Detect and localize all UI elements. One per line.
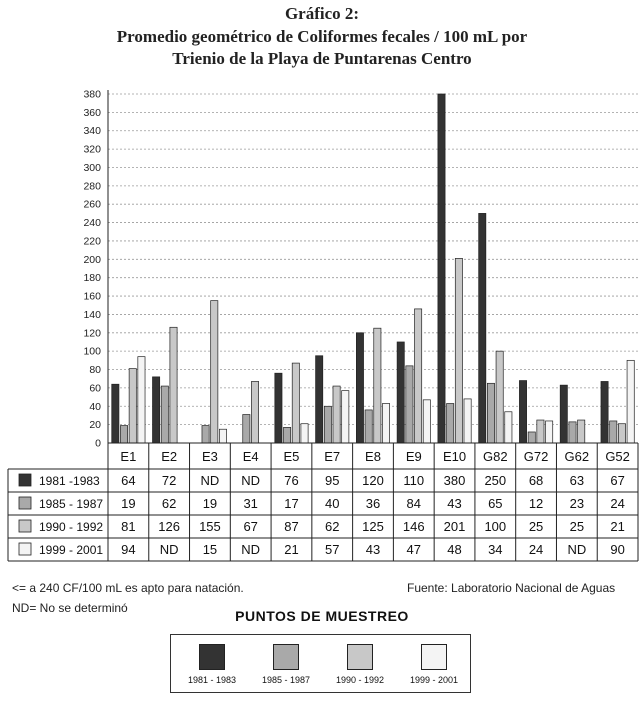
y-tick-label: 120 xyxy=(83,327,101,340)
note-swim-threshold: <= a 240 CF/100 mL es apto para natación. xyxy=(12,581,244,595)
x-category-label: E4 xyxy=(242,449,259,464)
x-category-label: G62 xyxy=(564,449,590,464)
bar-E7-1999-2001 xyxy=(342,391,349,443)
table-cell: 146 xyxy=(402,519,425,534)
table-cell: 62 xyxy=(324,519,340,534)
bar-G72-1999-2001 xyxy=(546,421,553,443)
table-series-swatch xyxy=(19,497,31,509)
table-series-label: 1990 - 1992 xyxy=(39,520,104,534)
x-category-label: G82 xyxy=(483,449,508,464)
table-cell: 100 xyxy=(484,519,507,534)
x-category-label: E5 xyxy=(283,449,300,464)
bar-E5-1985-1987 xyxy=(284,427,291,443)
bar-E7-1985-1987 xyxy=(324,406,331,443)
y-tick-label: 380 xyxy=(83,88,101,101)
table-cell: ND xyxy=(567,542,587,557)
chart-title-line-2: Promedio geométrico de Coliformes fecales / 100 mL por xyxy=(116,27,528,46)
bar-G62-1990-1992 xyxy=(578,420,585,443)
bar-E7-1990-1992 xyxy=(333,386,340,443)
bar-G52-1990-1992 xyxy=(618,424,625,443)
table-cell: 94 xyxy=(121,542,136,557)
bar-E1-1985-1987 xyxy=(120,426,127,443)
bar-G72-1981-1983 xyxy=(519,381,526,443)
chart-title-line-1: Gráfico 2: xyxy=(284,4,360,23)
table-cell: 19 xyxy=(121,496,136,511)
table-series-label: 1999 - 2001 xyxy=(39,543,104,557)
legend-item-1985-1987 xyxy=(251,644,321,685)
table-series-label: 1981 -1983 xyxy=(39,474,100,488)
legend-item-1990-1992 xyxy=(325,644,395,685)
y-tick-label: 60 xyxy=(89,382,101,395)
table-cell: ND xyxy=(159,542,179,557)
y-tick-label: 260 xyxy=(83,198,101,211)
y-tick-label: 100 xyxy=(83,345,101,358)
bar-E5-1981-1983 xyxy=(275,373,282,443)
bar-G52-1985-1987 xyxy=(610,421,617,443)
bar-E3-1999-2001 xyxy=(219,429,226,443)
y-tick-label: 140 xyxy=(83,308,101,321)
legend xyxy=(170,634,471,693)
chart-title-line-3: Trienio de la Playa de Puntarenas Centro xyxy=(172,49,472,68)
table-cell: 17 xyxy=(284,496,299,511)
legend-swatch xyxy=(273,644,299,670)
table-cell: 43 xyxy=(365,542,381,557)
table-series-swatch xyxy=(19,520,31,532)
bar-G62-1981-1983 xyxy=(560,385,567,443)
table-cell: 62 xyxy=(161,496,177,511)
bar-E10-1981-1983 xyxy=(438,94,445,443)
bar-E1-1990-1992 xyxy=(129,369,136,443)
y-tick-label: 280 xyxy=(83,180,101,193)
y-tick-label: 40 xyxy=(89,400,101,413)
table-cell: 90 xyxy=(610,542,625,557)
table-cell: 40 xyxy=(324,496,340,511)
table-cell: 125 xyxy=(362,519,384,534)
table-cell: 84 xyxy=(406,496,422,511)
y-tick-label: 180 xyxy=(83,272,101,285)
x-category-label: G72 xyxy=(523,449,549,464)
bar-E4-1985-1987 xyxy=(243,415,250,443)
bar-E9-1985-1987 xyxy=(406,366,413,443)
table-cell: 15 xyxy=(202,542,218,557)
y-tick-label: 240 xyxy=(83,217,101,230)
table-cell: 31 xyxy=(243,496,258,511)
legend-item-1999-2001 xyxy=(399,644,469,685)
bar-E2-1981-1983 xyxy=(153,377,160,443)
table-cell: 72 xyxy=(161,473,177,488)
bar-E8-1981-1983 xyxy=(356,333,363,443)
bar-E3-1985-1987 xyxy=(202,426,209,443)
table-cell: ND xyxy=(241,542,261,557)
bar-E9-1990-1992 xyxy=(415,309,422,443)
table-cell: 68 xyxy=(528,473,544,488)
x-category-label: E1 xyxy=(120,449,137,464)
note-nd-meaning: ND= No se determinó xyxy=(12,601,128,615)
y-tick-label: 20 xyxy=(89,419,101,432)
table-cell: ND xyxy=(200,473,220,488)
table-cell: 24 xyxy=(528,542,544,557)
table-cell: 24 xyxy=(610,496,625,511)
x-category-label: E10 xyxy=(442,449,467,464)
bar-E9-1981-1983 xyxy=(397,342,404,443)
table-cell: 23 xyxy=(569,496,585,511)
table-cell: 47 xyxy=(406,542,422,557)
table-cell: 57 xyxy=(324,542,340,557)
table-cell: ND xyxy=(241,473,261,488)
table-cell: 67 xyxy=(610,473,625,488)
table-cell: 110 xyxy=(403,473,425,488)
bar-E5-1990-1992 xyxy=(292,363,299,443)
y-tick-label: 200 xyxy=(83,253,101,266)
y-tick-label: 360 xyxy=(83,106,101,119)
bar-E8-1990-1992 xyxy=(374,328,381,443)
table-cell: 95 xyxy=(324,473,340,488)
table-cell: 64 xyxy=(121,473,136,488)
bar-G82-1981-1983 xyxy=(479,213,486,443)
table-cell: 250 xyxy=(484,473,507,488)
x-category-label: E8 xyxy=(365,449,381,464)
table-cell: 34 xyxy=(488,542,503,557)
table-cell: 36 xyxy=(365,496,381,511)
table-cell: 67 xyxy=(243,519,258,534)
bar-E7-1981-1983 xyxy=(316,356,323,443)
table-cell: 76 xyxy=(284,473,299,488)
bar-G52-1999-2001 xyxy=(627,360,634,443)
table-cell: 63 xyxy=(569,473,585,488)
legend-label: 1981 - 1983 xyxy=(187,675,237,685)
y-tick-label: 80 xyxy=(89,364,101,377)
bar-E10-1985-1987 xyxy=(447,404,454,443)
legend-label: 1985 - 1987 xyxy=(261,675,311,685)
x-category-label: E3 xyxy=(201,449,218,464)
legend-label: 1999 - 2001 xyxy=(409,675,459,685)
y-tick-label: 320 xyxy=(83,143,101,156)
table-cell: 12 xyxy=(528,496,544,511)
bar-G82-1990-1992 xyxy=(496,351,503,443)
y-tick-label: 220 xyxy=(83,235,101,248)
legend-swatch xyxy=(347,644,373,670)
legend-label: 1990 - 1992 xyxy=(335,675,385,685)
table-cell: 126 xyxy=(158,519,181,534)
bar-G72-1990-1992 xyxy=(537,420,544,443)
legend-swatch xyxy=(199,644,225,670)
x-category-label: E7 xyxy=(324,449,341,464)
table-cell: 48 xyxy=(447,542,462,557)
bar-E3-1990-1992 xyxy=(211,301,218,443)
bar-E4-1990-1992 xyxy=(251,381,258,443)
table-cell: 155 xyxy=(199,519,221,534)
legend-item-1981-1983 xyxy=(177,644,247,685)
table-cell: 120 xyxy=(362,473,384,488)
x-category-label: G52 xyxy=(605,449,630,464)
x-category-label: E2 xyxy=(161,449,178,464)
table-cell: 21 xyxy=(284,542,299,557)
bar-E2-1990-1992 xyxy=(170,327,177,443)
y-tick-label: 340 xyxy=(83,125,101,138)
bar-E2-1985-1987 xyxy=(161,386,168,443)
x-category-label: E9 xyxy=(405,449,422,464)
y-tick-label: 0 xyxy=(95,437,101,450)
bar-E8-1999-2001 xyxy=(382,404,389,443)
table-cell: 81 xyxy=(121,519,136,534)
bar-G72-1985-1987 xyxy=(528,432,535,443)
bar-E10-1999-2001 xyxy=(464,399,471,443)
bar-G82-1999-2001 xyxy=(505,412,512,443)
bar-G82-1985-1987 xyxy=(487,383,494,443)
table-cell: 21 xyxy=(610,519,625,534)
note-source: Fuente: Laboratorio Nacional de Aguas xyxy=(407,581,616,595)
bar-E8-1985-1987 xyxy=(365,410,372,443)
table-cell: 380 xyxy=(443,473,466,488)
bar-G62-1985-1987 xyxy=(569,422,576,443)
bar-E1-1981-1983 xyxy=(112,384,119,443)
table-cell: 43 xyxy=(447,496,462,511)
legend-swatch xyxy=(421,644,447,670)
legend-title: PUNTOS DE MUESTREO xyxy=(235,608,409,624)
table-series-swatch xyxy=(19,474,31,486)
table-cell: 87 xyxy=(284,519,299,534)
table-cell: 25 xyxy=(528,519,544,534)
table-series-swatch xyxy=(19,543,31,555)
bar-E5-1999-2001 xyxy=(301,424,308,443)
table-series-label: 1985 - 1987 xyxy=(39,497,104,511)
table-cell: 19 xyxy=(202,496,218,511)
y-tick-label: 300 xyxy=(83,161,101,174)
bar-E9-1999-2001 xyxy=(423,400,430,443)
table-cell: 25 xyxy=(569,519,585,534)
table-cell: 65 xyxy=(488,496,503,511)
bar-E1-1999-2001 xyxy=(138,357,145,443)
bar-G52-1981-1983 xyxy=(601,381,608,443)
y-tick-label: 160 xyxy=(83,290,101,303)
bar-E10-1990-1992 xyxy=(455,258,462,443)
table-cell: 201 xyxy=(443,519,466,534)
